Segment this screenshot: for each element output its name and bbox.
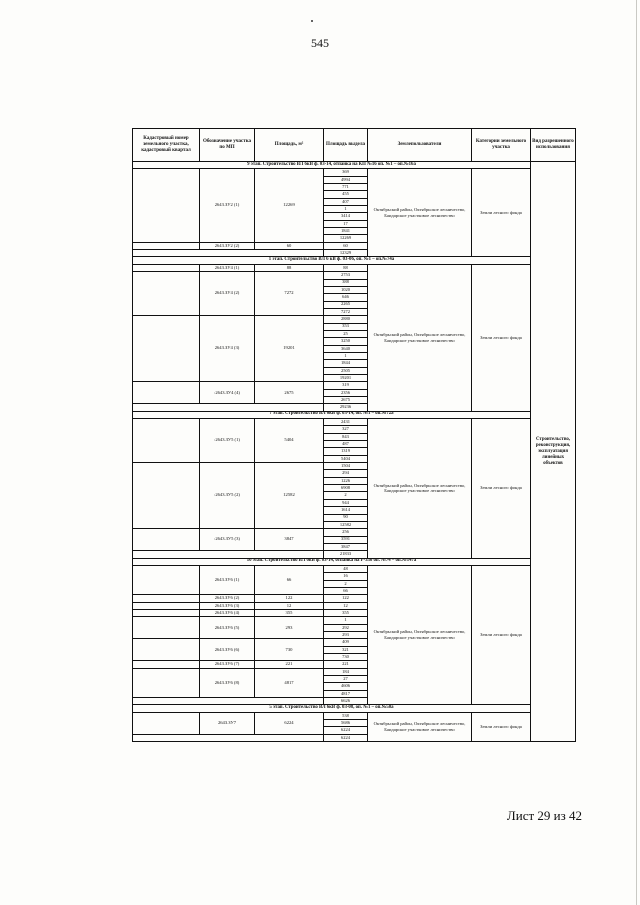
allotment-area: 122 — [324, 595, 368, 602]
allotment-area: 17 — [324, 220, 368, 227]
plot-designation: :2643.ЗУ4 (4) — [200, 382, 255, 404]
plot-designation: 2643.ЗУ6 (5) — [200, 617, 255, 639]
total-spacer — [133, 698, 324, 705]
cadastral-number-cell — [133, 712, 200, 734]
cadastral-number-cell — [133, 595, 200, 602]
allotment-area: 2356 — [324, 389, 368, 396]
section-title: 9 этап. Строительство ВЛ 6кВ ф. 03-14, отпайка на КП №16 оп. №1 – оп.№16а — [133, 162, 531, 169]
allotment-area: 293 — [324, 632, 368, 639]
total-spacer — [133, 250, 324, 257]
plot-designation: 2643.ЗУ2 (1) — [200, 169, 255, 242]
plot-area: 66 — [255, 565, 324, 594]
allotment-area: 646 — [324, 294, 368, 301]
cadastral-number-cell — [133, 668, 200, 697]
page-edge — [636, 0, 637, 905]
header-permitted-use: Вид разрешенного использования — [531, 129, 576, 162]
scan-speck — [311, 20, 313, 22]
allotment-area: 5404 — [324, 455, 368, 462]
allotment-area: 12269 — [324, 235, 368, 242]
allotment-area: 3250 — [324, 338, 368, 345]
header-cadastral-number: Кадастровый номер земельного участка, кадастровый квартал — [133, 129, 200, 162]
plot-area: 355 — [255, 609, 324, 616]
allotment-area: 1 — [324, 617, 368, 624]
allotment-area: 1226 — [324, 477, 368, 484]
plot-designation: 2643.ЗУ6 (7) — [200, 661, 255, 668]
section-title: 7 этап. Строительство ВЛ 6кВ ф. 03-14, оп. №1 – оп.№72а — [133, 411, 531, 418]
section-title-row — [133, 162, 576, 169]
land-category-cell: Земли лесного фонда — [472, 264, 531, 411]
plot-designation: 2643.ЗУ6 (8) — [200, 668, 255, 697]
allotment-area: 6908 — [324, 485, 368, 492]
allotment-area: 487 — [324, 441, 368, 448]
cadastral-number-cell — [133, 565, 200, 594]
cadastral-number-cell — [133, 264, 200, 271]
plot-designation: 2643.ЗУ6 (6) — [200, 639, 255, 661]
plot-area: 19201 — [255, 316, 324, 382]
land-users-cell: Октябрьский район, Октябрьское лесничество, Баидарское участковое лесничество — [368, 169, 472, 257]
allotment-area: 60 — [324, 242, 368, 249]
allotment-area: 88 — [324, 264, 368, 271]
allotment-area: 409 — [324, 639, 368, 646]
table-row — [133, 712, 576, 719]
allotment-area: 2753 — [324, 272, 368, 279]
section-title-row — [133, 411, 576, 418]
allotment-area: 730 — [324, 654, 368, 661]
land-users-cell: Октябрьский район, Октябрьское лесничество, Баидарское участковое лесничество — [368, 712, 472, 741]
table-body — [133, 162, 576, 742]
plot-area: 5404 — [255, 419, 324, 463]
plot-area: 6224 — [255, 712, 324, 734]
plot-designation: 2643.ЗУ7 — [200, 712, 255, 734]
allotment-area: 355 — [324, 609, 368, 616]
section-total: 21833 — [324, 551, 368, 558]
cadastral-number-cell — [133, 529, 200, 551]
table-header-row — [133, 129, 576, 162]
plot-area: 12 — [255, 602, 324, 609]
allotment-area: 6224 — [324, 727, 368, 734]
plot-area: 60 — [255, 242, 324, 249]
allotment-area: 321 — [324, 646, 368, 653]
allotment-area: 2265 — [324, 301, 368, 308]
allotment-area: 184 — [324, 668, 368, 675]
plot-designation: 2643.ЗУ6 (2) — [200, 595, 255, 602]
allotment-area: 771 — [324, 184, 368, 191]
allotment-area: 294 — [324, 470, 368, 477]
allotment-area: 25 — [324, 330, 368, 337]
land-users-cell: Октябрьский район, Октябрьское лесничество, Баидарское участковое лесничество — [368, 565, 472, 705]
plot-designation: 2643.ЗУ6 (1) — [200, 565, 255, 594]
allotment-area: 1504 — [324, 463, 368, 470]
allotment-area: 48 — [324, 565, 368, 572]
header-area: Площадь, м² — [255, 129, 324, 162]
cadastral-number-cell — [133, 463, 200, 529]
plot-area: 221 — [255, 661, 324, 668]
allotment-area: 292 — [324, 624, 368, 631]
allotment-area: 4817 — [324, 690, 368, 697]
allotment-area: 3591 — [324, 536, 368, 543]
land-users-cell: Октябрьский район, Октябрьское лесничество, Баидарское участковое лесничество — [368, 264, 472, 411]
plot-designation: 2643.ЗУ4 (3) — [200, 316, 255, 382]
cadastral-number-cell — [133, 617, 200, 639]
allotment-area: 221 — [324, 661, 368, 668]
plot-designation: 2643.ЗУ6 (4) — [200, 609, 255, 616]
total-spacer — [133, 734, 324, 741]
cadastral-number-cell — [133, 419, 200, 463]
allotment-area: 5686 — [324, 720, 368, 727]
allotment-area: 1319 — [324, 448, 368, 455]
allotment-area: 2 — [324, 492, 368, 499]
section-title: 10 этап. Строительство ВЛ 6кВ ф. 03-14, отпайка на Р-356 оп. №74 – оп.№147а — [133, 558, 531, 565]
allotment-area: 353 — [324, 323, 368, 330]
cadastral-number-cell — [133, 316, 200, 382]
section-total: 6626 — [324, 698, 368, 705]
plot-area: 12269 — [255, 169, 324, 242]
plot-designation: 2643.ЗУ2 (2) — [200, 242, 255, 249]
allotment-area: 407 — [324, 198, 368, 205]
allotment-area: 1 — [324, 206, 368, 213]
section-title: 5 этап. Строительство ВЛ 6кВ ф. 03-08, оп. №1 – оп.№50а — [133, 705, 531, 712]
allotment-area: 12582 — [324, 521, 368, 528]
total-spacer — [133, 551, 324, 558]
allotment-area: 27 — [324, 676, 368, 683]
plot-area: 293 — [255, 617, 324, 639]
plot-area: 12582 — [255, 463, 324, 529]
header-allotment-area: Площадь выдела — [324, 129, 368, 162]
header-land-category: Категории земельного участка — [472, 129, 531, 162]
allotment-area: 256 — [324, 529, 368, 536]
cadastral-number-cell — [133, 661, 200, 668]
table-row — [133, 565, 576, 572]
plot-designation: 2643.ЗУ6 (3) — [200, 602, 255, 609]
allotment-area: 1614 — [324, 507, 368, 514]
total-spacer — [133, 404, 324, 411]
allotment-area: 2505 — [324, 367, 368, 374]
allotment-area: 3414 — [324, 213, 368, 220]
allotment-area: 3640 — [324, 345, 368, 352]
land-users-cell: Октябрьский район, Октябрьское лесничество, Баидарское участковое лесничество — [368, 419, 472, 559]
cadastral-number-cell — [133, 382, 200, 404]
allotment-area: 388 — [324, 279, 368, 286]
plot-area: 3847 — [255, 529, 324, 551]
allotment-area: 19201 — [324, 374, 368, 381]
plot-area: 7272 — [255, 272, 324, 316]
allotment-area: 944 — [324, 499, 368, 506]
allotment-area: 2675 — [324, 397, 368, 404]
plot-designation: 2643.ЗУ4 (2) — [200, 272, 255, 316]
section-total: 6224 — [324, 734, 368, 741]
cadastral-number-cell — [133, 272, 200, 316]
allotment-area: 7272 — [324, 308, 368, 315]
table-row — [133, 169, 576, 176]
table-row — [133, 419, 576, 426]
land-category-cell: Земли лесного фонда — [472, 419, 531, 559]
plot-area: 122 — [255, 595, 324, 602]
cadastral-number-cell — [133, 242, 200, 249]
plot-designation: :2643.ЗУ5 (1) — [200, 419, 255, 463]
allotment-area: 843 — [324, 433, 368, 440]
cadastral-number-cell — [133, 609, 200, 616]
allotment-area: 90 — [324, 514, 368, 521]
permitted-use-cell: Строительство, реконструкция, эксплуатация линейных объектов — [531, 162, 576, 742]
section-title-row — [133, 257, 576, 264]
allotment-area: 455 — [324, 191, 368, 198]
allotment-area: 1 — [324, 352, 368, 359]
plot-area: 730 — [255, 639, 324, 661]
section-total: 12329 — [324, 250, 368, 257]
allotment-area: 4606 — [324, 683, 368, 690]
section-title: 1 этап. Строительство ВЛ 6 кВ ф. 03-06, оп. №1 – оп.№74а — [133, 257, 531, 264]
land-category-cell: Земли лесного фонда — [472, 169, 531, 257]
section-total: 29236 — [324, 404, 368, 411]
allotment-area: 2 — [324, 580, 368, 587]
cadastral-number-cell — [133, 602, 200, 609]
plot-area: 4817 — [255, 668, 324, 697]
allotment-area: 1844 — [324, 360, 368, 367]
plot-designation: 2643.ЗУ4 (1) — [200, 264, 255, 271]
plot-designation: :2643.ЗУ5 (2) — [200, 463, 255, 529]
allotment-area: 3847 — [324, 543, 368, 550]
allotment-area: 327 — [324, 426, 368, 433]
land-plot-table — [132, 128, 576, 742]
header-land-users: Землепользователи — [368, 129, 472, 162]
page-number: 545 — [311, 36, 329, 50]
allotment-area: 16 — [324, 573, 368, 580]
table-row — [133, 264, 576, 271]
allotment-area: 369 — [324, 169, 368, 176]
allotment-area: 319 — [324, 382, 368, 389]
allotment-area: 2431 — [324, 419, 368, 426]
sheet-counter: Лист 29 из 42 — [506, 808, 582, 823]
cadastral-number-cell — [133, 169, 200, 242]
section-title-row — [133, 705, 576, 712]
allotment-area: 4994 — [324, 176, 368, 183]
allotment-area: 1020 — [324, 286, 368, 293]
allotment-area: 66 — [324, 587, 368, 594]
plot-designation: :2643.ЗУ5 (3) — [200, 529, 255, 551]
allotment-area: 12 — [324, 602, 368, 609]
allotment-area: 1841 — [324, 228, 368, 235]
land-category-cell: Земли лесного фонда — [472, 565, 531, 705]
section-title-row — [133, 558, 576, 565]
allotment-area: 2880 — [324, 316, 368, 323]
plot-area: 2675 — [255, 382, 324, 404]
land-category-cell: Земли лесного фонда — [472, 712, 531, 741]
cadastral-number-cell — [133, 639, 200, 661]
plot-area: 88 — [255, 264, 324, 271]
allotment-area: 538 — [324, 712, 368, 719]
header-plot-designation: Обозначение участка по МП — [200, 129, 255, 162]
